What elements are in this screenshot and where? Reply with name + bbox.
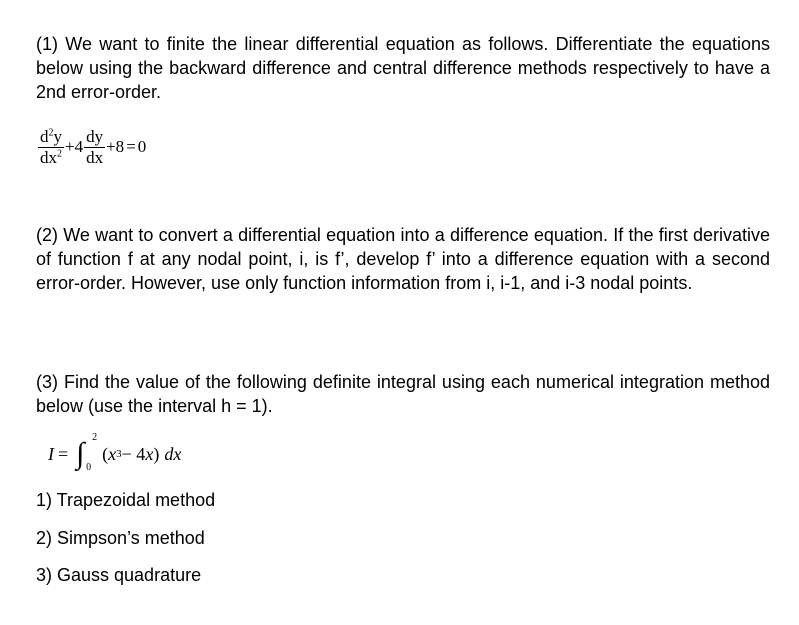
equals-sign: = xyxy=(58,443,69,464)
rhs-value: 0 xyxy=(137,137,147,156)
integral-equation: I = ∫ 2 0 ( x 3 − 4 x ) dx xyxy=(48,432,182,473)
method-item-gauss: 3) Gauss quadrature xyxy=(36,565,202,585)
equals-sign: = xyxy=(126,137,136,156)
first-derivative-fraction: $\frac{dy}{dx}$ xyxy=(86,126,104,167)
integral-lhs: I xyxy=(48,443,54,464)
differential-equation xyxy=(38,122,147,172)
upper-limit: 2 xyxy=(92,432,98,443)
question-3-text: (3) Find the value of the following definite integral using each numerical integration method below (use the interval h = 1). xyxy=(36,372,770,416)
question-1-text: (1) We want to finite the linear differential equation as follows. Differentiate the equations below using the backward difference and central difference methods respectively to have a 2nd error-order. xyxy=(36,34,770,102)
second-derivative-fraction: $\frac{d^2y}{dx^2}$ xyxy=(40,126,62,167)
question-2-text: (2) We want to convert a differential equation into a difference equation. If the first derivative of function f at any nodal point, i, is f’, develop f’ into a difference equation with a second error-order. However, use only function information from i, i-1, and i-3 nodal points. xyxy=(36,225,770,293)
document-page xyxy=(36,32,770,585)
integral-sign: ∫ 2 0 xyxy=(76,432,98,473)
lower-limit: 0 xyxy=(86,462,92,473)
coefficient-term: +4 xyxy=(65,137,84,156)
method-item-trapezoidal: 1) Trapezoidal method xyxy=(36,490,216,510)
constant-term: +8 xyxy=(106,137,125,156)
method-item-simpson: 2) Simpson’s method xyxy=(36,528,205,548)
